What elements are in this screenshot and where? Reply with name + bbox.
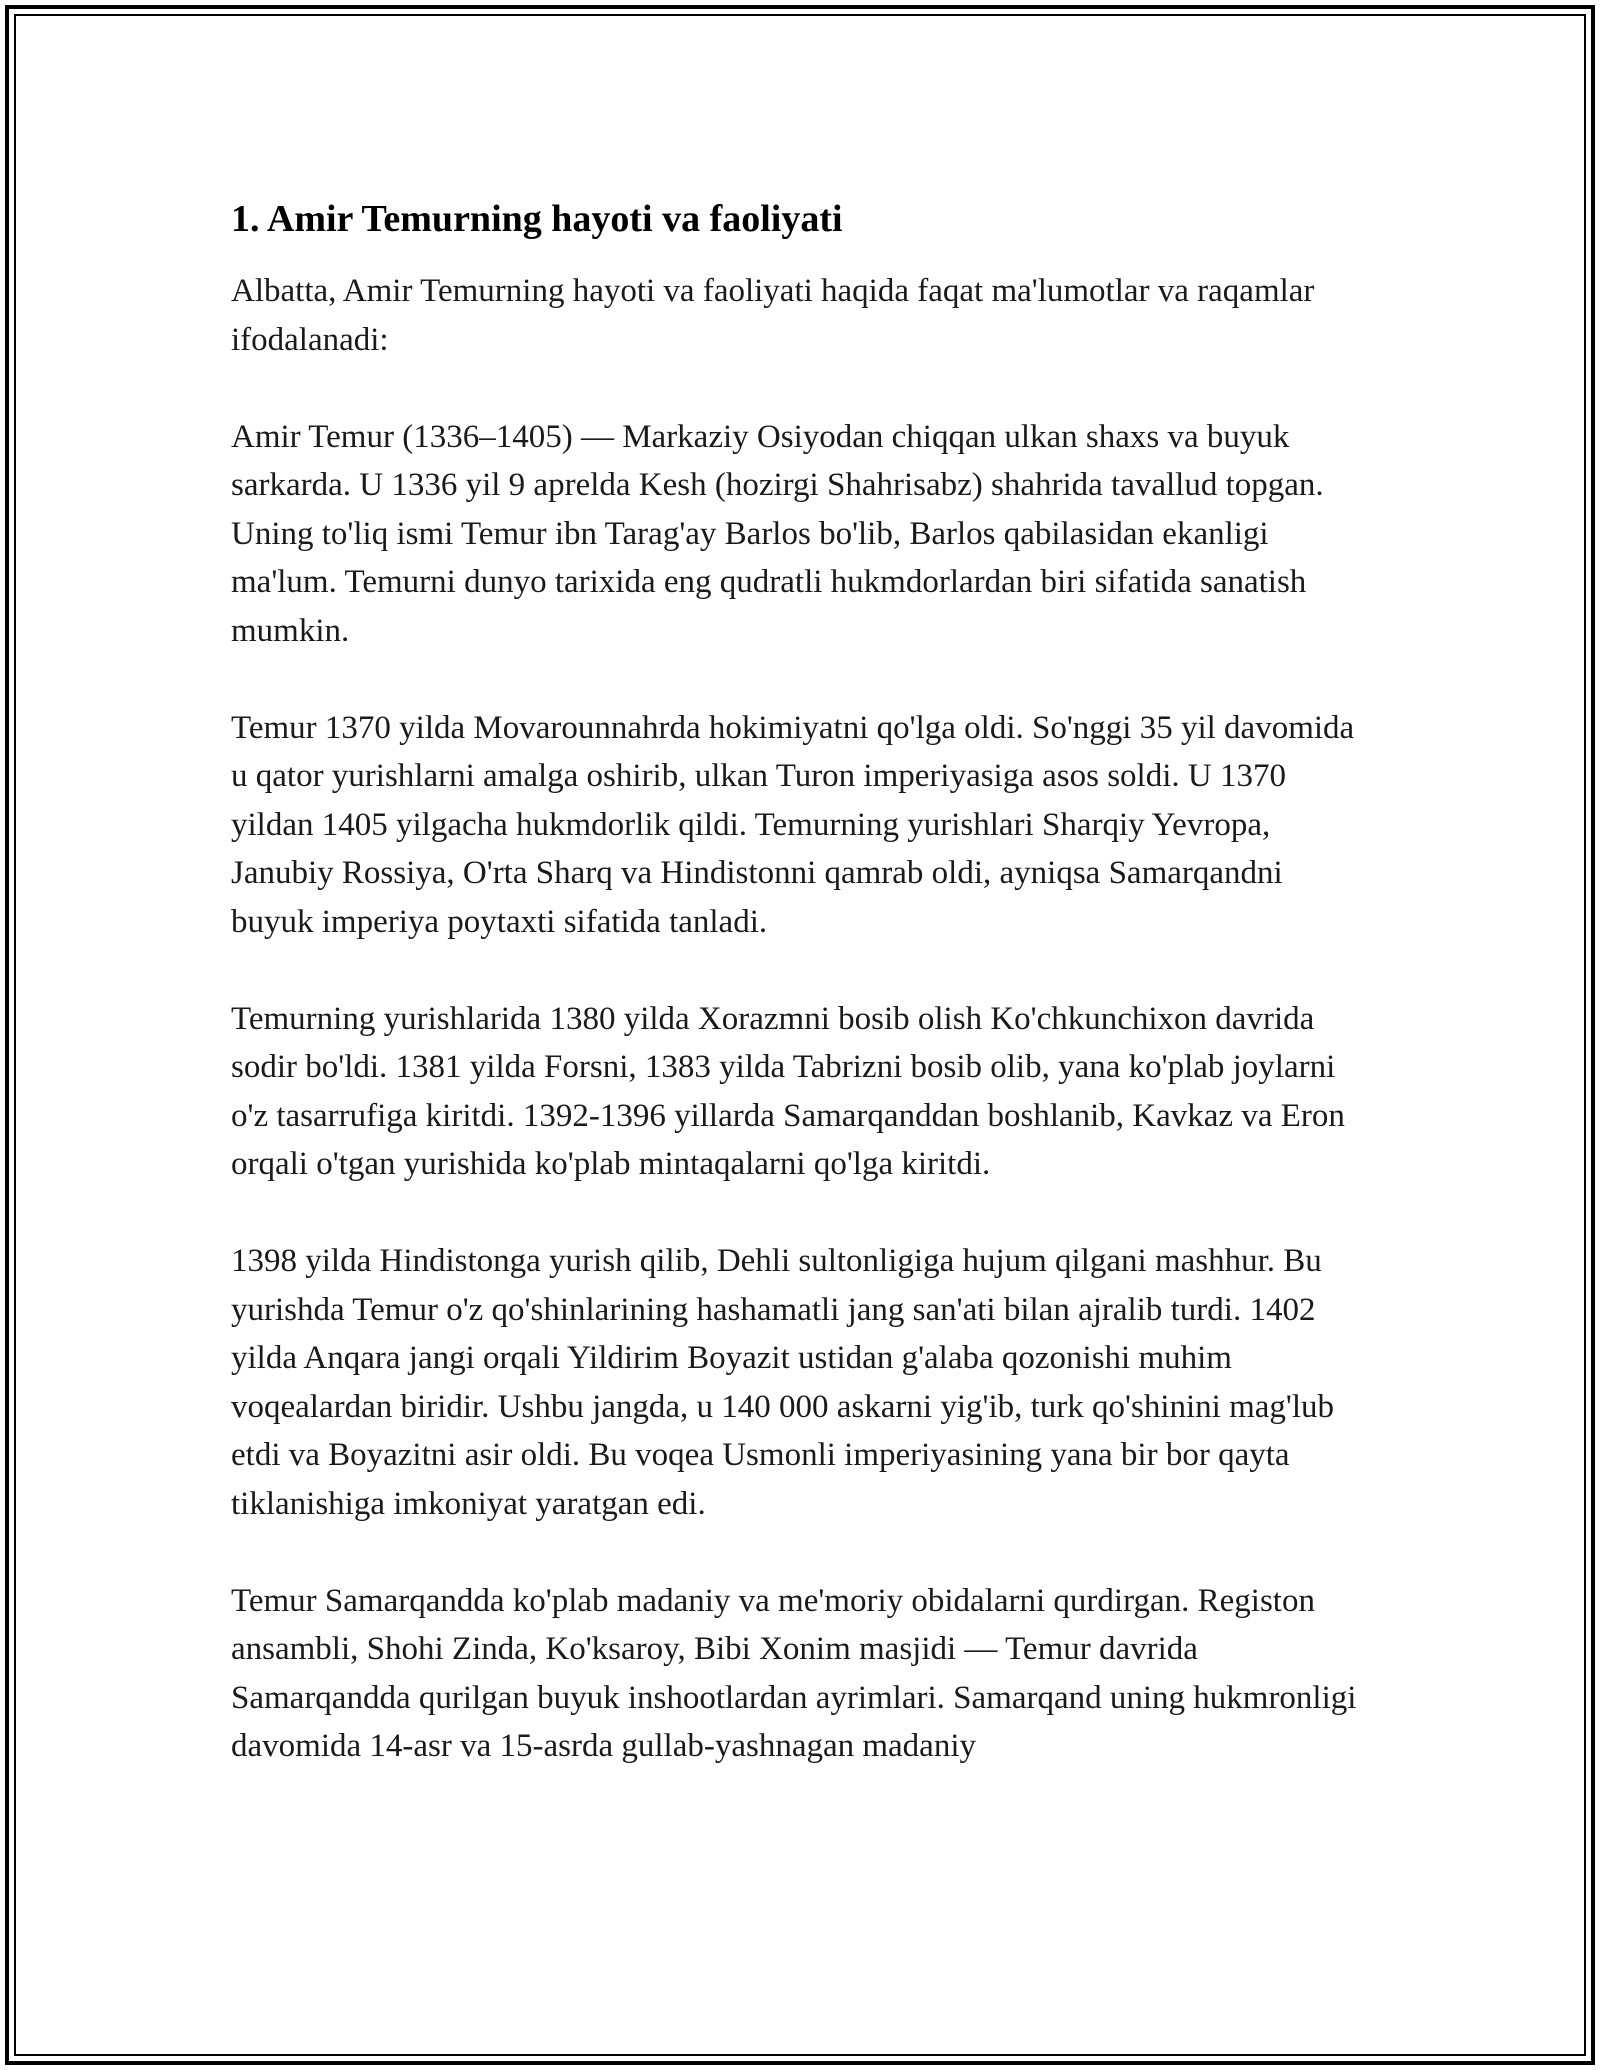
paragraph-india-ankara: 1398 yilda Hindistonga yurish qilib, Dehli sultonligiga hujum qilgani mashhur. Bu yurishda Temur o'z qo'shinlarining hashamatli jang san'ati bilan ajralib turdi. 1402 yilda Anqara jangi orqali Yildirim Boyazit ustidan g'alaba qozonishi muhim voqealardan biridir. Ushbu jangda, u 140 000 askarni yig'ib, turk qo'shinini mag'lub etdi va Boyazitni asir oldi. Bu voqea Usmonli imperiyasining yana bir bor qayta tiklanishiga imkoniyat yaratgan edi. <box>231 1243 1335 1522</box>
document-content <box>231 189 1371 1819</box>
paragraph-biography: Amir Temur (1336–1405) — Markaziy Osiyodan chiqqan ulkan shaxs va buyuk sarkarda. U 1336 yil 9 aprelda Kesh (hozirgi Shahrisabz) shahrida tavallud topgan. Uning to'liq ismi Temur ibn Tarag'ay Barlos bo'lib, Barlos qabilasidan ekanligi ma'lum. Temurni dunyo tarixida eng qudratli hukmdorlardan biri sifatida sanatish mumkin. <box>231 418 1324 649</box>
section-title: 1. Amir Temurning hayoti va faoliyati <box>231 198 843 240</box>
paragraph-campaigns: Temurning yurishlarida 1380 yilda Xorazmni bosib olish Ko'chkunchixon davrida sodir bo'ldi. 1381 yilda Forsni, 1383 yilda Tabrizni bosib olib, yana ko'plab joylarni o'z tasarrufiga kiritdi. 1392-1396 yillarda Samarqanddan boshlanib, Kavkaz va Eron orqali o'tgan yurishida ko'plab mintaqalarni qo'lga kiritdi. <box>231 1000 1345 1182</box>
document-page <box>5 5 1595 2065</box>
paragraph-rule: Temur 1370 yilda Movarounnahrda hokimiyatni qo'lga oldi. So'nggi 35 yil davomida u qator yurishlarni amalga oshirib, ulkan Turon imperiyasiga asos soldi. U 1370 yildan 1405 yilgacha hukmdorlik qildi. Temurning yurishlari Sharqiy Yevropa, Janubiy Rossiya, O'rta Sharq va Hindistonni qamrab oldi, ayniqsa Samarqandni buyuk imperiya poytaxti sifatida tanladi. <box>231 709 1355 940</box>
paragraph-architecture: Temur Samarqandda ko'plab madaniy va me'moriy obidalarni qurdirgan. Registon ansambli, Shohi Zinda, Ko'ksaroy, Bibi Xonim masjidi — Temur davrida Samarqandda qurilgan buyuk inshootlardan ayrimlari. Samarqand uning hukmronligi davomida 14-asr va 15-asrda gullab-yashnagan madaniy <box>231 1582 1357 1764</box>
paragraph-intro: Albatta, Amir Temurning hayoti va faoliyati haqida faqat ma'lumotlar va raqamlar ifodalanadi: <box>231 273 1315 358</box>
